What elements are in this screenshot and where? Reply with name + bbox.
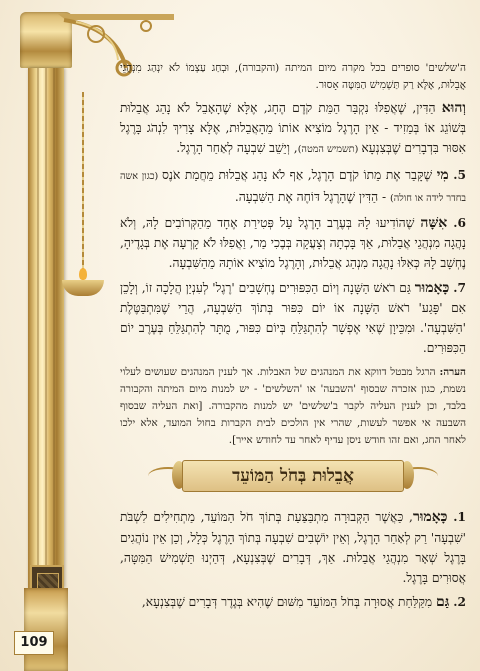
paragraph-tail: , וְיֵשֵׁב שִׁבְעָה לְאַחַר הָרֶגֶל. — [176, 141, 298, 156]
paragraph-lead-word: וְהוּא — [441, 100, 466, 116]
paragraph-lead-word: כָּאָמוּר — [412, 509, 448, 526]
paragraph-number: 7. — [453, 280, 466, 295]
paragraph-lead-word: כָּאָמוּר — [414, 279, 450, 296]
paragraph-lead-word: גַּם — [436, 594, 450, 611]
paragraph — [120, 98, 466, 161]
page-content — [120, 60, 466, 616]
paragraph — [120, 165, 466, 209]
paragraph-continuation — [120, 60, 466, 94]
paragraph — [120, 278, 466, 359]
inline-note: (כגון אשה בחדר לידה או חולה) — [120, 170, 466, 204]
paragraph-text: הַדִּין, שֶׁאֲפִלּוּ נִקְבַּר הַמֵּת קֹדֶם הֶחָג, אֶלָּא שֶׁהָאָבֵל לֹא נָהַג אֲבֵלוּת בְּשׁוֹגֵג אוֹ בְּמֵזִיד - אֵין הָרֶגֶל מוֹצִיא אוֹתוֹ מֵהָאֲבֵלוּת, אֶלָּא צָרִיךְ לִנְהֹג בָּרֶגֶל אִסּוּר בִּדְבָרִים שֶׁבְּצִנְעָא — [120, 101, 466, 156]
column-shaft — [28, 68, 64, 588]
column-base — [24, 588, 68, 671]
paragraph-text: , כַּאֲשֶׁר הַקְּבוּרָה מִתְבַּצַּעַת בְּתוֹךְ חֹל הַמּוֹעֵד, מַתְחִילִים לִשְׁבֹּת 'שִׁבְעָה' רַק לְאַחַר הָרֶגֶל, וְאֵין יוֹשְׁבִים שִׁבְעָה בְּתוֹךְ הָרֶגֶל כְּלָל, וְכֵן אֵין נוֹהֲגִים בָּרֶגֶל שְׁאָר מִנְהֲגֵי אֲבֵלוּת. אַךְ, דְּבָרִים שֶׁבְּצִנְעָא, דְּהַיְנוּ תַּשְׁמִישׁ הַמִּטָּה, אֲסוּרִים בָּרֶגֶל. — [120, 510, 466, 586]
section-title: אֲבֵלוּת בְּחֹל הַמּוֹעֵד — [182, 460, 404, 492]
paragraph — [120, 592, 466, 612]
remark-label: הערה: — [439, 366, 466, 379]
paragraph-text: ה'שלשים' סופרים בכל מקרה מיום המיתה (והקבורה), וּבְחַג עַצְמוֹ לֹא יִנְהַג מִנְהֲגֵי אֲבֵלוּת, אֶלָּא רַק תַּשְׁמִישׁ הַמִּטָּה אָסוּר. — [120, 62, 466, 91]
lamp-flame — [79, 268, 87, 280]
paragraph-text: שֶׁהוֹדִיעוּ לָהּ בְּעֶרֶב הָרֶגֶל עַל פְּטִירַת אֶחָד מֵהַקְּרוֹבִים לָהּ, וְלֹא נָהֲגָה מִנְהֲגֵי אֲבֵלוּת, אַךְ בָּכְתָה וְצָעֲקָה בְּבֶכִי מַר, וַאֲפִלּוּ לֹא קָרְעָה אֶת בְּגָדֶיהָ, נֶחְשָׁב לָהּ כְּאִלּוּ נָהֲגָה מִנְהַג אֲבֵלוּת, וְהָרֶגֶל מוֹצִיא אוֹתָהּ מֵהַשִּׁבְעָה. — [120, 216, 466, 271]
inline-note: (תשמיש המטה) — [297, 144, 362, 156]
decorative-column — [14, 0, 52, 671]
section-title-banner — [148, 457, 438, 493]
paragraph-number: 1. — [453, 510, 467, 525]
paragraph — [120, 507, 466, 588]
paragraph-number: 5. — [453, 167, 466, 182]
paragraph-lead-word: אִשָּׁה — [420, 215, 448, 232]
remark-text: הרגל מבטל דווקא את המנהגים של האבלות. אך לענין המנהגים שעושים לעלוי נשמת, כגון אזכרה שבסוף 'השבעה' או 'השלשים' - יש למנות מיום המיתה והקבורה בלבד, וכן לענין העליה לקבר ב'שלשים' יש למנות מהקבורה. [ואת העליה שבסוף השבעה אי אפשר לעשות, שהרי אין הולכים לבית הקברות בחול המועד, אלא ילכו לאחר החג, ואם זהו חודש ניסן עדיף לאחר עד לחודש אייר]. — [120, 366, 466, 447]
paragraph — [120, 213, 466, 274]
paragraph-text: שֶׁקָּבַר אֶת מֵתוֹ קֹדֶם הָרֶגֶל, אַף לֹא נָהַג אֲבֵלוּת מֵחֲמַת אֹנֶס — [162, 167, 437, 182]
paragraph-number: 6. — [453, 216, 466, 231]
paragraph-tail: - הַדִּין שֶׁהָרֶגֶל דּוֹחֶה אֶת הַשִּׁבְעָה. — [234, 189, 390, 204]
paragraph-number: 2. — [453, 595, 466, 610]
remark-note — [120, 364, 466, 449]
paragraph-lead-word: מִי — [436, 166, 449, 183]
page-number: 109 — [14, 631, 54, 655]
lamp-chain — [82, 92, 84, 280]
paragraph-text: מִקַּלַּחַת אֲסוּרָה בְּחֹל הַמּוֹעֵד מִשּׁוּם שֶׁהִיא בְּגֶדֶר דְּבָרִים שֶׁבְּצִנְעָא, — [141, 595, 437, 610]
paragraph-text: גַּם רֹאשׁ הַשָּׁנָה וְיוֹם הַכִּפּוּרִים נֶחְשָׁבִים 'רֶגֶל' לְעִנְיַן הֲלָכָה זוֹ, וְלָכֵן אִם 'פָּגַע' רֹאשׁ הַשָּׁנָה אוֹ יוֹם כִּפּוּר בְּתוֹךְ הַשִּׁבְעָה, הֲרֵי שֶׁמִּתְבַּטֶּלֶת 'הַשִּׁבְעָה'. וּמִכֵּיוָן שֶׁאִי אֶפְשָׁר לְהִתְגַּלֵּחַ בְּיוֹם כִּפּוּר, מֻתָּר לְהִתְגַּלֵּחַ בְּעֶרֶב יוֹם הַכִּפּוּרִים. — [120, 280, 466, 356]
